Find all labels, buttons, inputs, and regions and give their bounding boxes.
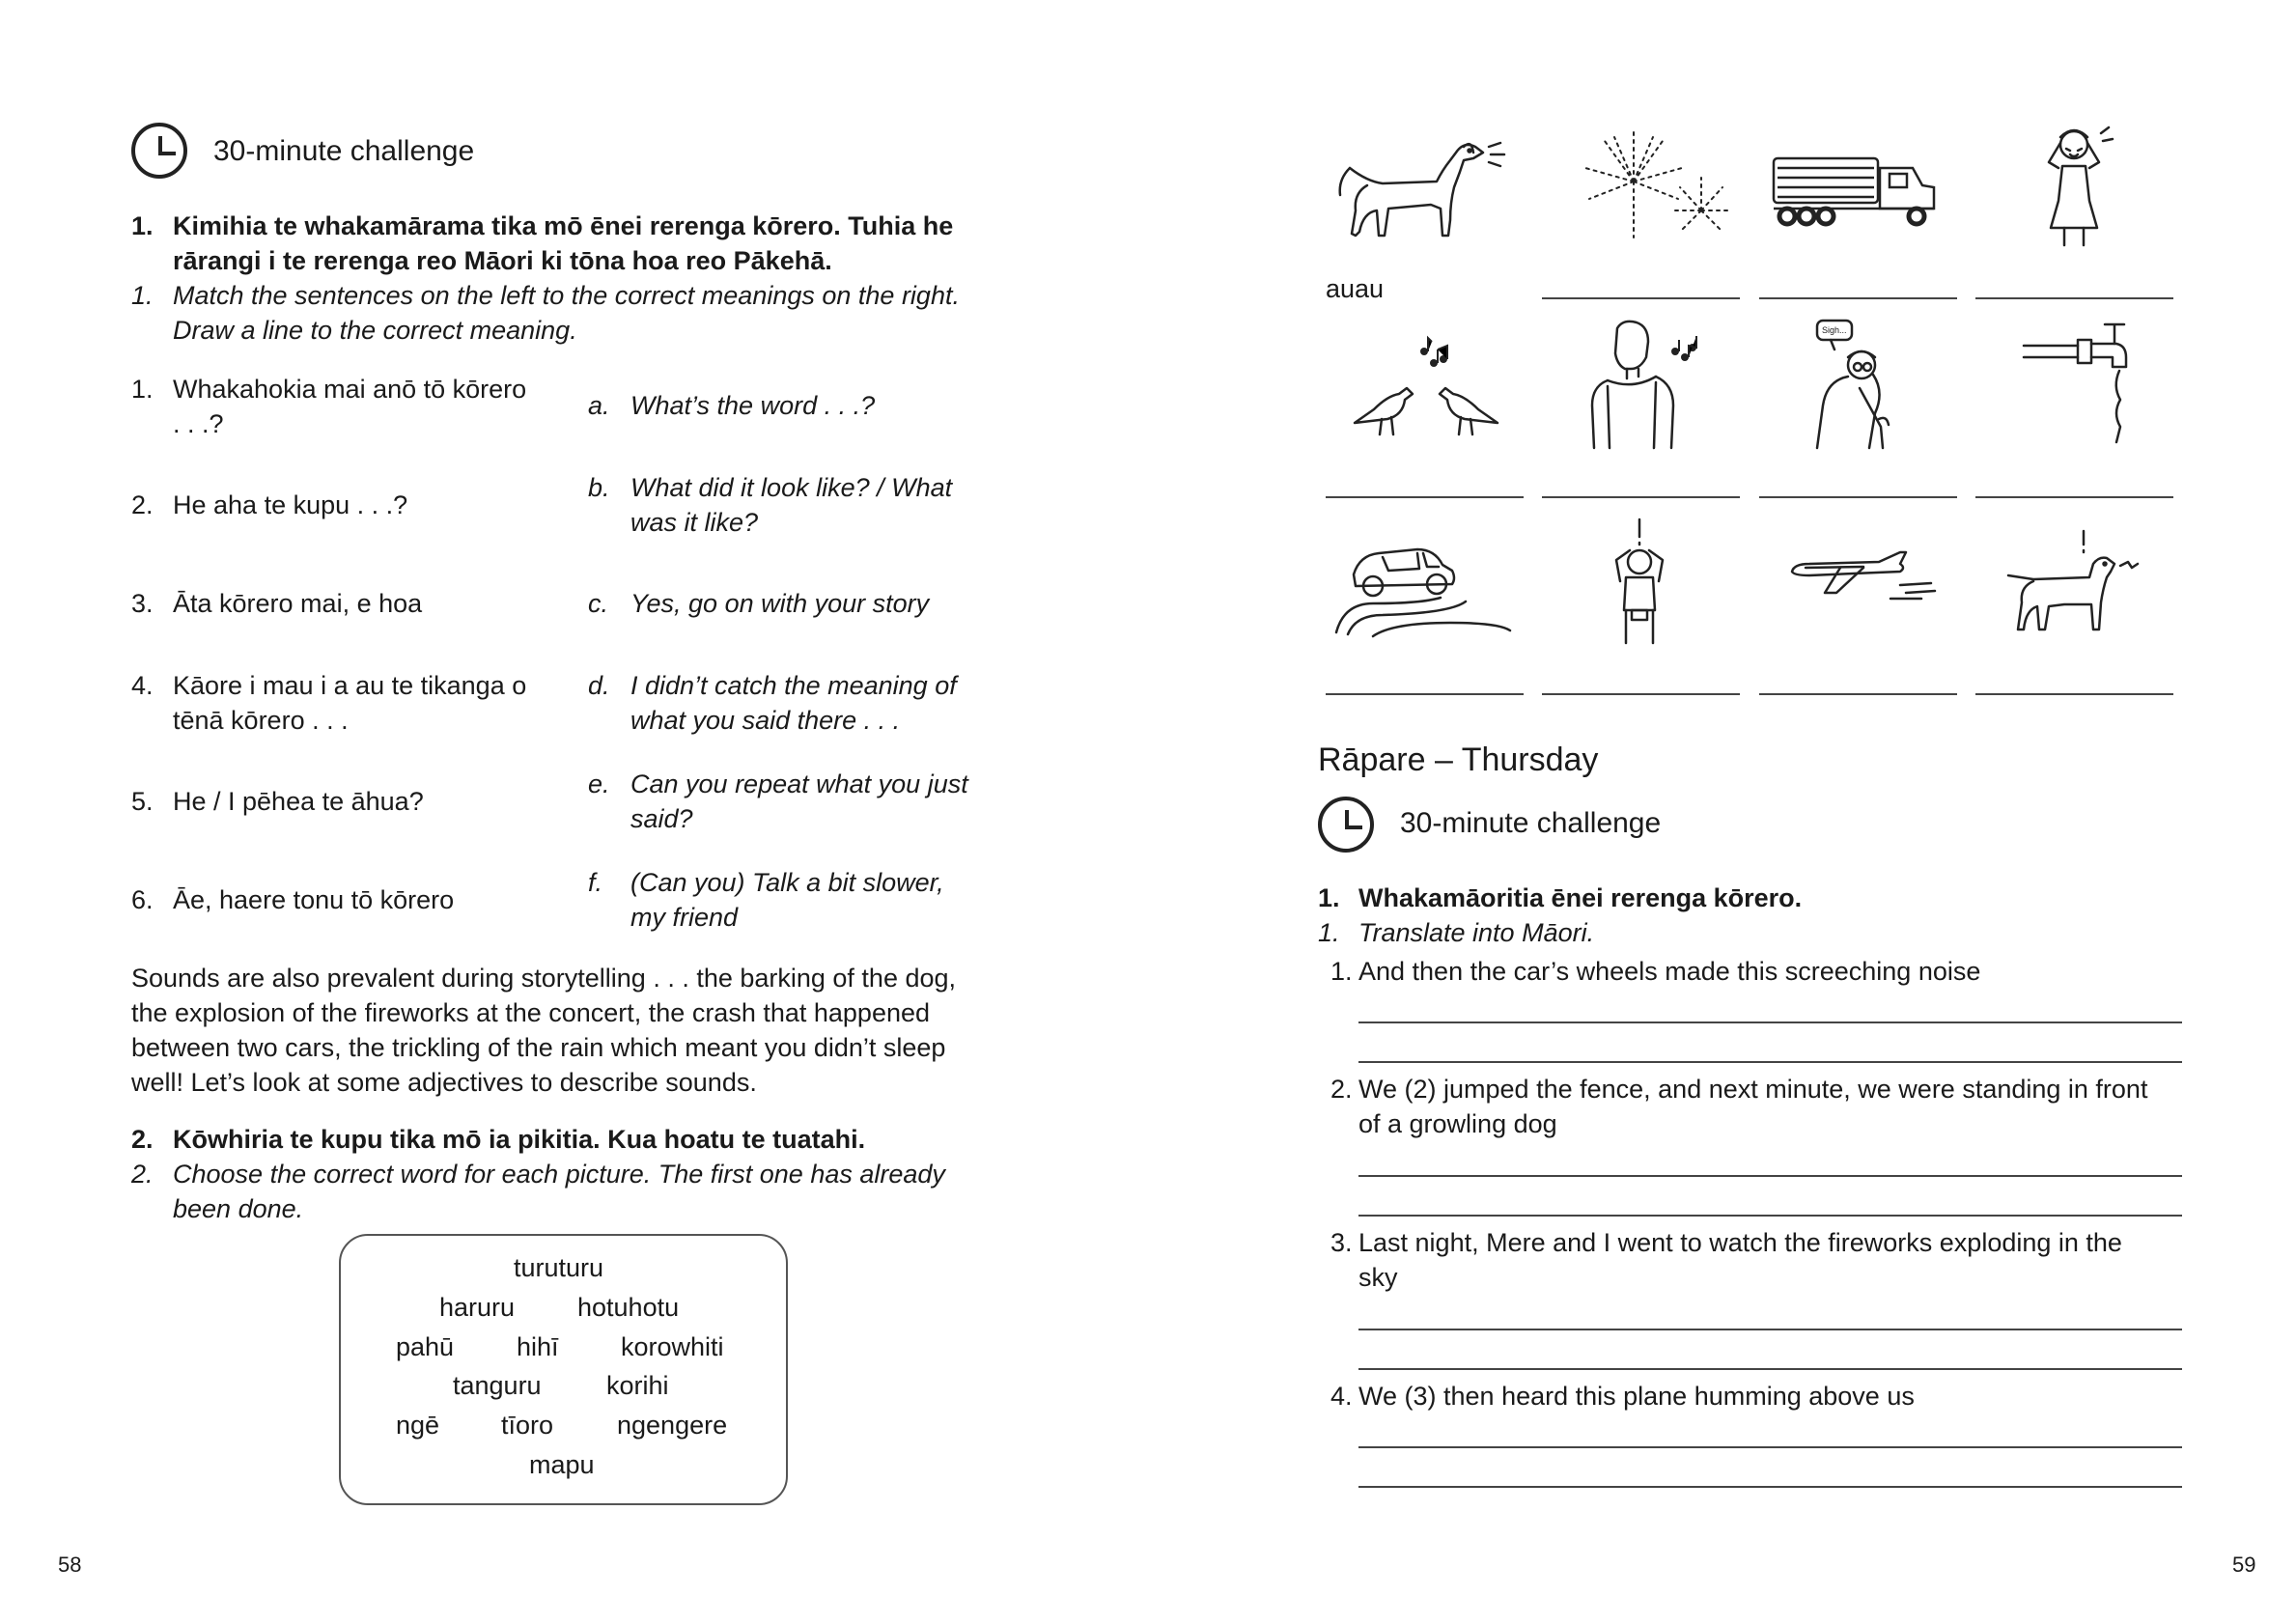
match-left-num: 3.	[131, 589, 154, 618]
translate-item-cont: of a growling dog	[1358, 1109, 1557, 1138]
match-right-item: I didn’t catch the meaning of	[630, 671, 957, 700]
q1-number-italic: 1.	[131, 281, 154, 310]
translate-item-num: 3.	[1330, 1228, 1353, 1257]
translate-item: Last night, Mere and I went to watch the fireworks exploding in the	[1358, 1228, 2122, 1257]
logging-truck-icon	[1768, 145, 1942, 232]
plane-icon	[1786, 550, 1941, 608]
q2-instruction: Kōwhiria te kupu tika mō ia pikitia. Kua hoatu te tuatahi.	[173, 1125, 866, 1154]
match-right-item: Can you repeat what you just	[630, 770, 968, 798]
answer-line[interactable]	[1326, 693, 1524, 695]
match-left-num: 2.	[131, 490, 154, 519]
match-left-item: Whakahokia mai anō tō kōrero	[173, 375, 527, 404]
challenge-title: 30-minute challenge	[213, 135, 475, 167]
answer-line[interactable]	[1542, 693, 1740, 695]
day-title: Rāpare – Thursday	[1318, 742, 1599, 778]
match-left-item: Kāore i mau i a au te tikanga o	[173, 671, 527, 700]
match-left-item-cont: . . .?	[173, 409, 224, 438]
q1-number: 1.	[1318, 883, 1340, 912]
q1-instruction-line2: rārangi i te rerenga reo Māori ki tōna hoa reo Pākehā.	[173, 246, 832, 275]
sigh-bubble-text: Sigh...	[1822, 325, 1847, 335]
crying-girl-icon	[2026, 124, 2132, 251]
answer-line[interactable]	[1358, 1368, 2182, 1370]
match-right-letter: c.	[588, 589, 609, 618]
match-right-letter: a.	[588, 391, 610, 420]
match-right-item-cont: was it like?	[630, 508, 759, 537]
answer-line[interactable]	[1542, 297, 1740, 299]
word-bank-word: pahū	[396, 1332, 455, 1361]
match-right-item-cont: said?	[630, 804, 693, 833]
match-left-num: 4.	[131, 671, 154, 700]
first-answer: auau	[1326, 274, 1385, 303]
match-right-letter: b.	[588, 473, 610, 502]
q2-translation-line2: been done.	[173, 1194, 304, 1223]
word-bank-word: korowhiti	[621, 1332, 724, 1361]
q1-instruction: Whakamāoritia ēnei rerenga kōrero.	[1358, 883, 1803, 912]
match-left-num: 5.	[131, 787, 154, 816]
paragraph-line: Sounds are also prevalent during storytelling . . . the barking of the dog,	[131, 964, 957, 993]
dripping-tap-icon	[2020, 319, 2165, 450]
word-bank-word: turuturu	[514, 1253, 604, 1282]
match-right-letter: d.	[588, 671, 610, 700]
word-bank-word: hihī	[517, 1332, 559, 1361]
answer-line[interactable]	[1358, 1215, 2182, 1217]
startled-boy-icon	[1597, 518, 1694, 649]
match-right-item: Yes, go on with your story	[630, 589, 930, 618]
q1-translation-line1: Match the sentences on the left to the correct meanings on the right.	[173, 281, 960, 310]
match-right-letter: f.	[588, 868, 603, 897]
answer-line[interactable]	[1326, 496, 1524, 498]
answer-line[interactable]	[1975, 496, 2173, 498]
word-bank-word: hotuhotu	[577, 1293, 680, 1322]
q1-number-italic: 1.	[1318, 918, 1340, 947]
word-bank-word: tīoro	[501, 1411, 554, 1440]
answer-line[interactable]	[1358, 1175, 2182, 1177]
q1-number: 1.	[131, 211, 154, 240]
translate-item: We (2) jumped the fence, and next minute, we were standing in front	[1358, 1075, 2148, 1104]
word-bank-word: tanguru	[453, 1371, 542, 1400]
answer-line[interactable]	[1358, 1021, 2182, 1023]
q2-translation-line1: Choose the correct word for each picture. The first one has already	[173, 1160, 945, 1189]
car-screeching-icon	[1334, 526, 1513, 638]
q2-number: 2.	[131, 1125, 154, 1154]
match-right-item-cont: what you said there . . .	[630, 706, 901, 735]
match-left-item: He aha te kupu . . .?	[173, 490, 408, 519]
translate-item: And then the car’s wheels made this screeching noise	[1358, 957, 1981, 986]
man-listening-music-icon	[1588, 319, 1704, 450]
match-left-item: He / I pēhea te āhua?	[173, 787, 424, 816]
paragraph-line: the explosion of the fireworks at the concert, the crash that happened	[131, 998, 931, 1027]
answer-line[interactable]	[1759, 693, 1957, 695]
clock-icon	[1318, 797, 1374, 853]
paragraph-line: between two cars, the trickling of the rain which meant you didn’t sleep	[131, 1033, 946, 1062]
growling-dog-icon	[2001, 529, 2145, 637]
match-right-item: What did it look like? / What	[630, 473, 953, 502]
translate-item: We (3) then heard this plane humming above us	[1358, 1382, 1915, 1411]
answer-line[interactable]	[1358, 1486, 2182, 1488]
q1-instruction-line1: Kimihia te whakamārama tika mō ēnei rerenga kōrero. Tuhia he	[173, 211, 954, 240]
match-left-item: Āta kōrero mai, e hoa	[173, 589, 423, 618]
word-bank-word: ngē	[396, 1411, 440, 1440]
translate-item-num: 4.	[1330, 1382, 1353, 1411]
translate-item-cont: sky	[1358, 1263, 1398, 1292]
q2-number-italic: 2.	[131, 1160, 154, 1189]
match-left-num: 6.	[131, 885, 154, 914]
fireworks-icon	[1566, 122, 1750, 242]
match-right-letter: e.	[588, 770, 610, 798]
challenge-title: 30-minute challenge	[1400, 807, 1662, 839]
answer-line[interactable]	[1759, 496, 1957, 498]
page-number: 58	[58, 1553, 82, 1577]
answer-line[interactable]	[1759, 297, 1957, 299]
match-right-item: (Can you) Talk a bit slower,	[630, 868, 944, 897]
match-left-num: 1.	[131, 375, 154, 404]
match-right-item-cont: my friend	[630, 903, 739, 932]
match-right-item: What’s the word . . .?	[630, 391, 876, 420]
word-bank-word: korihi	[606, 1371, 669, 1400]
translate-item-num: 2.	[1330, 1075, 1353, 1104]
answer-line[interactable]	[1358, 1329, 2182, 1330]
word-bank-word: haruru	[439, 1293, 516, 1322]
q1-translation-line2: Draw a line to the correct meaning.	[173, 316, 577, 345]
answer-line[interactable]	[1975, 297, 2173, 299]
match-left-item: Āe, haere tonu tō kōrero	[173, 885, 455, 914]
answer-line[interactable]	[1358, 1446, 2182, 1448]
translate-item-num: 1.	[1330, 957, 1353, 986]
clock-icon	[131, 123, 187, 179]
sighing-old-woman-icon	[1802, 319, 1918, 450]
word-bank-word: mapu	[529, 1450, 595, 1479]
singing-birds-icon	[1345, 334, 1509, 440]
answer-line[interactable]	[1975, 693, 2173, 695]
word-bank-word: ngengere	[617, 1411, 728, 1440]
dog-barking-icon	[1329, 131, 1512, 242]
match-left-item-cont: tēnā kōrero . . .	[173, 706, 349, 735]
answer-line[interactable]	[1358, 1061, 2182, 1063]
q1-translation: Translate into Māori.	[1358, 918, 1595, 947]
paragraph-line: well! Let’s look at some adjectives to describe sounds.	[131, 1068, 757, 1097]
page-number: 59	[2232, 1553, 2256, 1577]
answer-line[interactable]	[1542, 496, 1740, 498]
